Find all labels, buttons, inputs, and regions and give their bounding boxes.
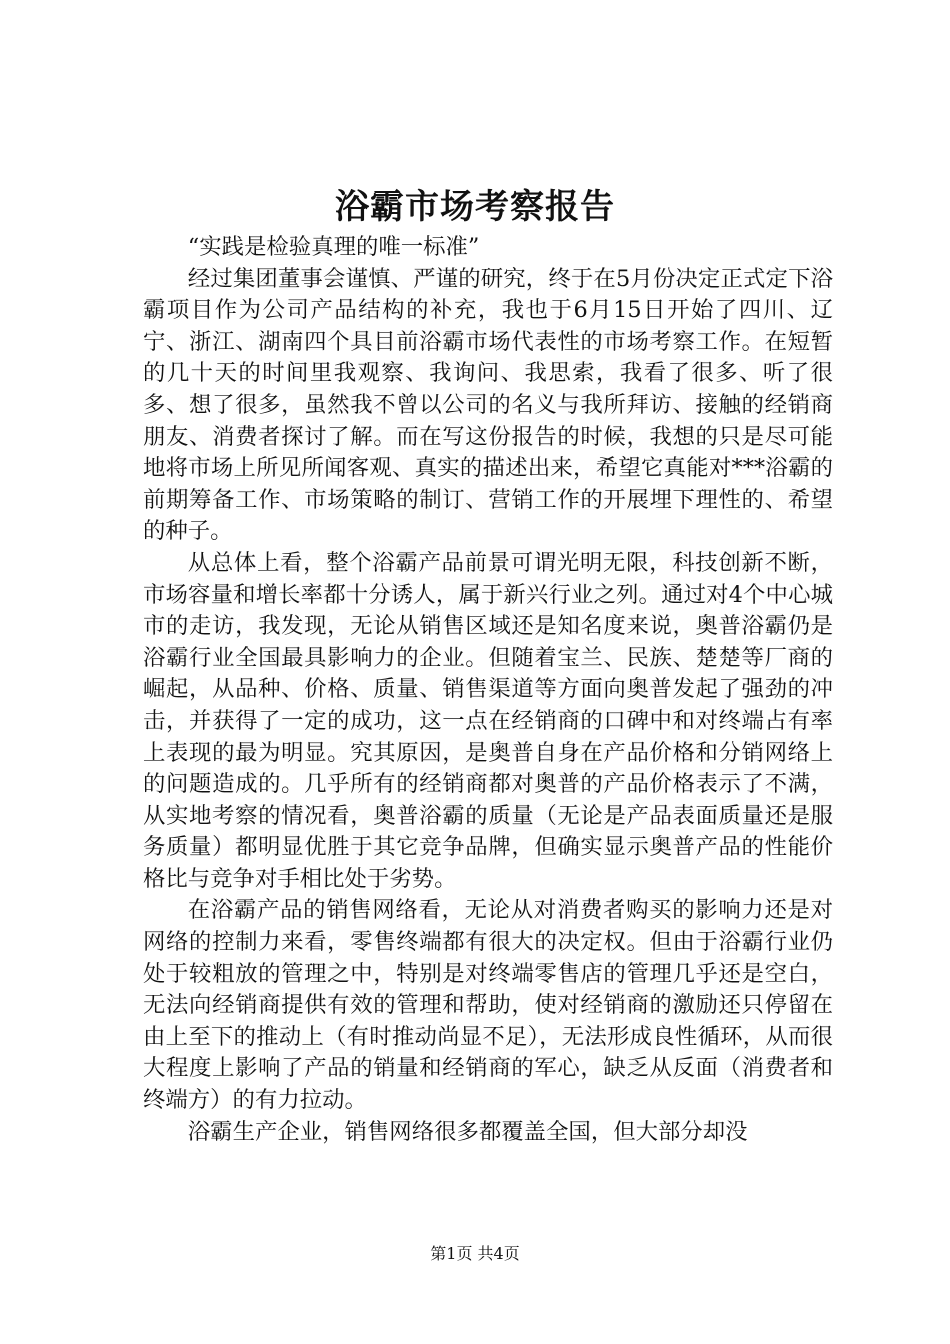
paragraph-quote: “实践是检验真理的唯一标准” [187, 234, 480, 260]
document-title: 浴霸市场考察报告 [335, 187, 615, 227]
paragraph: 经过集团董事会谨慎、严谨的研究，终于在5月份决定正式定下浴霸项目作为公司产品结构的补充，我也于6月15日开始了四川、辽宁、浙江、湖南四个具目前浴霸市场代表性的市场考察工作。在短暂的几十天的时间里我观察、我询问、我思索，我看了很多、听了很多、想了很多，虽然我不曾以公司的名义与我所拜访、接触的经销商朋友、消费者探讨了解。而在写这份报告的时候，我想的只是尽可能地将市场上所见所闻客观、真实的描述出来，希望它真能对***浴霸的前期筹备工作、市场策略的制订、营销工作的开展埋下理性的、希望的种子。 [143, 265, 833, 545]
paragraph: 浴霸生产企业，销售网络很多都覆盖全国，但大部分却没 [187, 1118, 748, 1145]
page-number-footer: 第1页 共4页 [430, 1244, 520, 1263]
paragraph: 从总体上看，整个浴霸产品前景可谓光明无限，科技创新不断，市场容量和增长率都十分诱人，属于新兴行业之列。通过对4个中心城市的走访，我发现，无论从销售区域还是知名度来说，奥普浴霸仍是浴霸行业全国最具影响力的企业。但随着宝兰、民族、楚楚等厂商的崛起，从品种、价格、质量、销售渠道等方面向奥普发起了强劲的冲击，并获得了一定的成功，这一点在经销商的口碑中和对终端占有率上表现的最为明显。究其原因，是奥普自身在产品价格和分销网络上的问题造成的。几乎所有的经销商都对奥普的产品价格表示了不满，从实地考察的情况看，奥普浴霸的质量（无论是产品表面质量还是服务质量）都明显优胜于其它竞争品牌，但确实显示奥普产品的性能价格比与竞争对手相比处于劣势。 [143, 549, 833, 892]
paragraph: 在浴霸产品的销售网络看，无论从对消费者购买的影响力还是对网络的控制力来看，零售终端都有很大的决定权。但由于浴霸行业仍处于较粗放的管理之中，特别是对终端零售店的管理几乎还是空白，无法向经销商提供有效的管理和帮助，使对经销商的激励还只停留在由上至下的推动上（有时推动尚显不足），无法形成良性循环，从而很大程度上影响了产品的销量和经销商的军心，缺乏从反面（消费者和终端方）的有力拉动。 [143, 897, 833, 1114]
document-body [143, 232, 833, 1148]
